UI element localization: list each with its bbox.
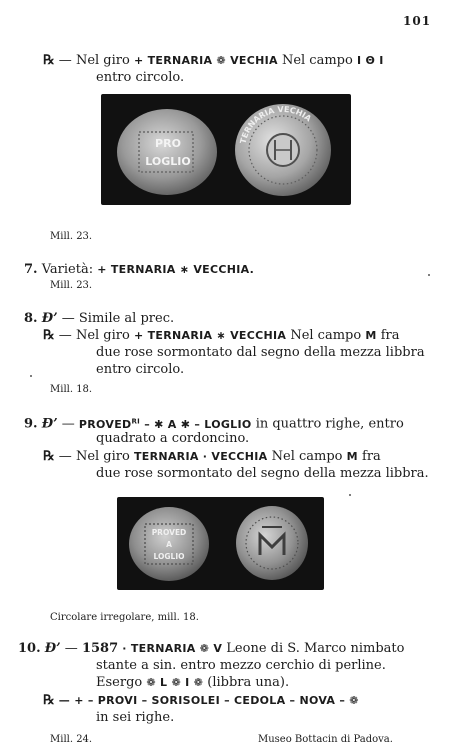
mill-10: Mill. 24.	[50, 734, 93, 745]
field-legend: M	[346, 450, 358, 463]
reverse-sign: ℞	[43, 328, 55, 343]
mill-1: Mill. 23.	[50, 231, 93, 242]
mill-7: Mill. 23.	[50, 280, 93, 291]
entry10-line1	[18, 640, 404, 657]
entry8-line1	[24, 310, 174, 327]
entry-number: 10.	[18, 641, 41, 656]
page-number: 101	[403, 14, 432, 28]
entry8-line2	[43, 327, 400, 344]
entry6-line1	[43, 52, 384, 69]
dash: —	[58, 53, 72, 68]
coin-photo-2	[117, 497, 324, 590]
scan-speck	[30, 375, 32, 377]
text: Leone di S. Marco nimbato	[226, 641, 405, 656]
coin-obverse-text-2: LOGLIO	[145, 155, 191, 168]
entry10-line4	[43, 692, 359, 709]
entry-number: 7.	[24, 262, 38, 277]
entry10-line2: stante a sin. entro mezzo cerchio di perline.	[96, 658, 386, 673]
entry-number: 8.	[24, 311, 38, 326]
text: in quattro righe, entro	[255, 416, 404, 432]
legend: ❁ L ❁ I ❁	[146, 676, 204, 689]
field-legend: I Θ I	[356, 54, 384, 67]
scan-speck	[428, 274, 430, 276]
dash: —	[58, 449, 72, 464]
scan-speck	[349, 494, 351, 496]
coin-obverse-text-2: A	[166, 540, 172, 549]
year: 1587	[81, 641, 119, 656]
field-legend: M	[365, 329, 377, 342]
legend: · TERNARIA ❁ V	[122, 642, 223, 655]
coin-obverse-text-1: PRO	[155, 137, 181, 150]
entry8-line4: entro circolo.	[96, 362, 185, 377]
dash: —	[61, 416, 75, 432]
text: Nel campo	[290, 328, 362, 343]
entry-number: 9.	[24, 416, 38, 432]
text: fra	[362, 449, 381, 464]
dash: —	[61, 311, 75, 326]
coin-photo-1	[101, 94, 351, 205]
museum-credit: Museo Bottacin di Padova.	[258, 734, 393, 745]
obverse-sign: Ɖ’	[44, 641, 61, 656]
legend-part: PROVED	[78, 417, 132, 431]
coin-reverse-legend: TERNARIA VECHIA	[238, 104, 313, 145]
text: Nel giro	[75, 449, 130, 464]
entry8-line3: due rose sormontato dal segno della mezza libbra	[96, 345, 425, 360]
legend: + TERNARIA ❁ VECHIA	[133, 54, 278, 67]
text: Simile al prec.	[78, 311, 175, 326]
reverse-sign: ℞	[43, 53, 55, 68]
entry10-line5: in sei righe.	[96, 710, 175, 725]
entry9-line2: quadrato a cordoncino.	[96, 431, 250, 446]
text: Esergo	[96, 675, 143, 690]
text: Nel giro	[75, 53, 130, 68]
entry9-line4: due rose sormontato del segno della mezza libbra.	[96, 466, 429, 481]
text: fra	[380, 328, 400, 343]
legend: TERNARIA · VECCHIA	[133, 450, 268, 463]
text: Nel giro	[75, 328, 130, 343]
text: Varietà:	[41, 262, 94, 277]
mill-8: Mill. 18.	[50, 384, 93, 395]
legend: + TERNARIA ∗ VECCHIA.	[97, 263, 255, 276]
text: (libbra una).	[207, 675, 290, 690]
entry9-line3	[43, 448, 381, 465]
entry6-line2: entro circolo.	[96, 70, 185, 85]
obverse-sign: Ɖ’	[41, 311, 58, 326]
coin-obverse-text-3: LOGLIO	[153, 552, 185, 561]
coin-obverse-text-1: PROVED	[151, 528, 187, 537]
legend	[79, 418, 252, 431]
legend-superscript: RI	[131, 417, 141, 425]
entry7-line1	[24, 261, 254, 278]
reverse-sign: ℞	[43, 449, 55, 464]
coin-obverse	[117, 109, 217, 195]
legend: — + – PROVI – SORISOLEI – CEDOLA – NOVA – ❁	[58, 694, 359, 707]
caption-2: Circolare irregolare, mill. 18.	[50, 612, 199, 623]
dash: —	[64, 641, 78, 656]
legend: + TERNARIA ∗ VECCHIA	[133, 329, 287, 342]
reverse-sign: ℞	[43, 693, 55, 708]
legend-part: – ✱ A ✱ – LOGLIO	[144, 417, 252, 431]
obverse-sign: Ɖ’	[41, 416, 58, 432]
entry10-line3	[96, 674, 289, 691]
dash: —	[58, 328, 72, 343]
text: Nel campo	[271, 449, 343, 464]
text: Nel campo	[281, 53, 353, 68]
